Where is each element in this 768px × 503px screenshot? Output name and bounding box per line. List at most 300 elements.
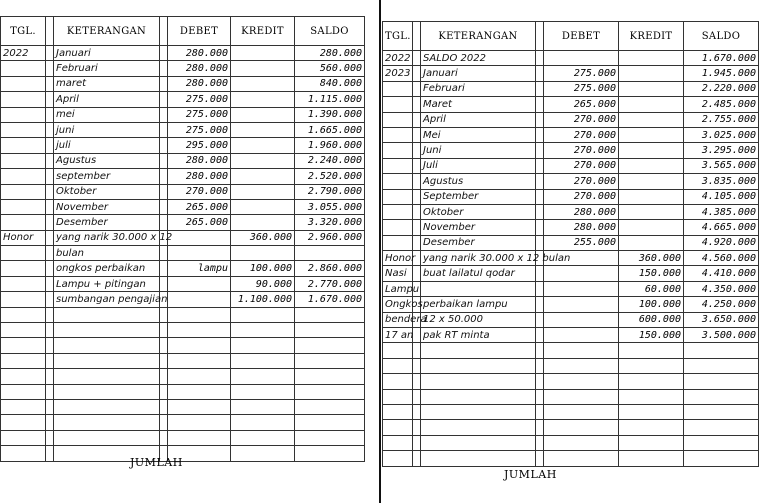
ledger-row	[1, 246, 365, 261]
cell-saldo: 1.670.000	[684, 51, 759, 66]
ledger-row	[1, 384, 365, 399]
cell-kredit: 360.000	[231, 230, 295, 245]
cell-spacer	[413, 204, 421, 219]
cell-keterangan: 12 x 50.000	[421, 312, 536, 327]
cell-kredit: 1.100.000	[231, 292, 295, 307]
cell-tgl	[383, 189, 413, 204]
cell-debet	[544, 312, 619, 327]
cell-debet: 255.000	[544, 235, 619, 250]
cell-debet	[168, 338, 231, 353]
cell-debet: 270.000	[544, 112, 619, 127]
cell-debet	[168, 276, 231, 291]
cell-tgl	[383, 374, 413, 389]
cell-kredit	[231, 399, 295, 414]
cell-spacer	[536, 358, 544, 373]
cell-keterangan: juni	[54, 122, 160, 137]
ledger-row	[1, 76, 365, 91]
cell-keterangan: Oktober	[421, 204, 536, 219]
cell-debet: 280.000	[544, 204, 619, 219]
cell-debet: 270.000	[544, 189, 619, 204]
cell-saldo	[684, 343, 759, 358]
ledger-row	[383, 389, 759, 404]
cell-tgl	[1, 446, 46, 461]
cell-debet	[168, 230, 231, 245]
cell-kredit	[619, 97, 684, 112]
cell-saldo	[295, 446, 365, 461]
cell-tgl	[1, 169, 46, 184]
cell-kredit	[231, 169, 295, 184]
cell-spacer	[536, 281, 544, 296]
cell-tgl: Honor	[1, 230, 46, 245]
cell-keterangan	[421, 404, 536, 419]
cell-spacer	[536, 174, 544, 189]
cell-tgl: Nasi	[383, 266, 413, 281]
cell-saldo: 280.000	[295, 46, 365, 61]
cell-spacer	[413, 143, 421, 158]
cell-saldo	[295, 323, 365, 338]
cell-tgl	[383, 158, 413, 173]
ledger-row	[383, 235, 759, 250]
ledger-row	[1, 46, 365, 61]
ledger-row	[1, 276, 365, 291]
cell-debet: 270.000	[544, 174, 619, 189]
cell-debet	[168, 384, 231, 399]
cell-keterangan	[54, 307, 160, 322]
cell-tgl	[1, 138, 46, 153]
cell-keterangan: Januari	[54, 46, 160, 61]
cell-kredit	[619, 374, 684, 389]
cell-debet	[544, 374, 619, 389]
cell-kredit	[619, 235, 684, 250]
cell-kredit	[231, 369, 295, 384]
cell-tgl: Honor	[383, 251, 413, 266]
cell-saldo: 2.240.000	[295, 153, 365, 168]
cell-spacer	[413, 66, 421, 81]
cell-spacer	[413, 112, 421, 127]
cell-saldo: 4.665.000	[684, 220, 759, 235]
cell-debet	[544, 358, 619, 373]
cell-kredit	[231, 384, 295, 399]
ledger-row	[1, 338, 365, 353]
cell-tgl: Ongkos	[383, 297, 413, 312]
ledger-row	[383, 97, 759, 112]
cell-spacer	[413, 189, 421, 204]
cell-tgl	[1, 246, 46, 261]
cell-debet	[168, 246, 231, 261]
cell-saldo: 3.295.000	[684, 143, 759, 158]
cell-saldo: 3.650.000	[684, 312, 759, 327]
ledger-row	[383, 358, 759, 373]
cell-keterangan: maret	[54, 76, 160, 91]
cell-keterangan: Februari	[54, 61, 160, 76]
cell-spacer	[413, 235, 421, 250]
cell-keterangan: ongkos perbaikan	[54, 261, 160, 276]
cell-saldo	[295, 430, 365, 445]
cell-tgl	[1, 215, 46, 230]
cell-keterangan: Oktober	[54, 184, 160, 199]
cell-kredit	[231, 215, 295, 230]
cell-spacer	[46, 61, 54, 76]
cell-saldo: 4.350.000	[684, 281, 759, 296]
cell-debet: 280.000	[544, 220, 619, 235]
cell-spacer	[46, 276, 54, 291]
ledger-row	[1, 230, 365, 245]
ledger-row	[383, 420, 759, 435]
ledger-row	[383, 312, 759, 327]
cell-keterangan	[421, 389, 536, 404]
cell-spacer	[160, 323, 168, 338]
cell-spacer	[536, 97, 544, 112]
cell-tgl: 2022	[1, 46, 46, 61]
header-saldo: SALDO	[295, 17, 365, 46]
cell-saldo: 1.390.000	[295, 107, 365, 122]
cell-saldo	[684, 451, 759, 466]
cell-tgl	[1, 122, 46, 137]
cell-keterangan: September	[421, 189, 536, 204]
cell-keterangan: sumbangan pengajian	[54, 292, 160, 307]
cell-debet: 280.000	[168, 169, 231, 184]
cell-tgl	[1, 323, 46, 338]
cell-spacer	[536, 266, 544, 281]
cell-kredit	[619, 420, 684, 435]
ledger-row	[1, 215, 365, 230]
cell-kredit: 100.000	[619, 297, 684, 312]
ledger-row	[1, 399, 365, 414]
cell-kredit	[231, 415, 295, 430]
cell-spacer	[46, 246, 54, 261]
cell-spacer	[160, 153, 168, 168]
cell-tgl	[383, 389, 413, 404]
ledger-page-left	[0, 0, 378, 503]
cell-spacer	[536, 189, 544, 204]
cell-keterangan: Juli	[421, 158, 536, 173]
cell-saldo: 3.025.000	[684, 127, 759, 142]
ledger-row	[383, 189, 759, 204]
ledger-row	[1, 153, 365, 168]
cell-kredit: 360.000	[619, 251, 684, 266]
cell-keterangan: Februari	[421, 81, 536, 96]
cell-keterangan	[421, 343, 536, 358]
cell-tgl	[1, 384, 46, 399]
cell-debet	[544, 404, 619, 419]
cell-spacer	[160, 430, 168, 445]
cell-keterangan: Lampu + pitingan	[54, 276, 160, 291]
cell-kredit	[619, 112, 684, 127]
ledger-row	[383, 404, 759, 419]
cell-kredit	[619, 158, 684, 173]
cell-tgl	[1, 76, 46, 91]
ledger-row	[1, 353, 365, 368]
cell-tgl: 2023	[383, 66, 413, 81]
cell-saldo	[295, 369, 365, 384]
ledger-body-right	[383, 51, 759, 467]
cell-debet	[168, 323, 231, 338]
cell-tgl	[1, 415, 46, 430]
header-spacer	[536, 22, 544, 51]
cell-spacer	[46, 261, 54, 276]
cell-saldo: 3.500.000	[684, 328, 759, 343]
ledger-row	[383, 127, 759, 142]
cell-keterangan: November	[421, 220, 536, 235]
cell-spacer	[413, 127, 421, 142]
cell-spacer	[413, 328, 421, 343]
cell-tgl	[1, 430, 46, 445]
cell-saldo: 2.520.000	[295, 169, 365, 184]
cell-saldo: 2.220.000	[684, 81, 759, 96]
cell-kredit: 150.000	[619, 266, 684, 281]
cell-spacer	[536, 51, 544, 66]
cell-keterangan: Desember	[421, 235, 536, 250]
cell-spacer	[413, 51, 421, 66]
header-debet: DEBET	[544, 22, 619, 51]
ledger-row	[1, 307, 365, 322]
cell-tgl	[383, 97, 413, 112]
cell-debet	[544, 297, 619, 312]
cell-spacer	[160, 199, 168, 214]
cell-tgl	[383, 81, 413, 96]
ledger-row	[1, 415, 365, 430]
cell-debet	[168, 415, 231, 430]
cell-spacer	[46, 107, 54, 122]
cell-spacer	[46, 369, 54, 384]
header-row	[383, 22, 759, 51]
cell-debet	[168, 292, 231, 307]
cell-kredit	[619, 451, 684, 466]
cell-keterangan: April	[54, 92, 160, 107]
cell-keterangan	[421, 435, 536, 450]
cell-kredit: 100.000	[231, 261, 295, 276]
cell-saldo	[295, 338, 365, 353]
cell-spacer	[536, 81, 544, 96]
cell-saldo: 2.860.000	[295, 261, 365, 276]
cell-kredit	[231, 61, 295, 76]
cell-spacer	[536, 297, 544, 312]
ledger-body-left	[1, 46, 365, 462]
cell-spacer	[46, 153, 54, 168]
cell-saldo	[684, 389, 759, 404]
cell-debet: 270.000	[168, 184, 231, 199]
cell-saldo	[684, 374, 759, 389]
cell-tgl	[383, 235, 413, 250]
cell-saldo: 1.115.000	[295, 92, 365, 107]
cell-keterangan: perbaikan lampu	[421, 297, 536, 312]
cell-spacer	[536, 374, 544, 389]
cell-saldo: 1.665.000	[295, 122, 365, 137]
cell-spacer	[536, 235, 544, 250]
header-keterangan: KETERANGAN	[421, 22, 536, 51]
cell-debet	[544, 281, 619, 296]
cell-keterangan: Agustus	[54, 153, 160, 168]
cell-kredit	[619, 189, 684, 204]
ledger-row	[1, 61, 365, 76]
cell-tgl	[1, 153, 46, 168]
cell-debet	[168, 307, 231, 322]
cell-saldo: 3.320.000	[295, 215, 365, 230]
cell-spacer	[160, 307, 168, 322]
ledger-row	[1, 292, 365, 307]
cell-debet	[544, 389, 619, 404]
cell-spacer	[46, 230, 54, 245]
ledger-row	[383, 451, 759, 466]
cell-saldo: 840.000	[295, 76, 365, 91]
cell-kredit	[619, 358, 684, 373]
cell-kredit	[619, 343, 684, 358]
book-spine	[379, 0, 381, 503]
cell-debet	[544, 51, 619, 66]
cell-spacer	[536, 420, 544, 435]
cell-spacer	[413, 158, 421, 173]
cell-spacer	[46, 122, 54, 137]
cell-tgl: bendera	[383, 312, 413, 327]
cell-tgl: 17 an	[383, 328, 413, 343]
cell-saldo	[295, 399, 365, 414]
cell-tgl	[383, 174, 413, 189]
cell-spacer	[413, 174, 421, 189]
cell-keterangan: september	[54, 169, 160, 184]
cell-tgl	[1, 292, 46, 307]
cell-spacer	[536, 158, 544, 173]
header-spacer	[413, 22, 421, 51]
cell-saldo: 3.565.000	[684, 158, 759, 173]
cell-debet: 280.000	[168, 46, 231, 61]
ledger-row	[383, 51, 759, 66]
cell-kredit	[231, 46, 295, 61]
header-row	[1, 17, 365, 46]
cell-debet: 265.000	[544, 97, 619, 112]
cell-tgl	[383, 358, 413, 373]
header-debet: DEBET	[168, 17, 231, 46]
cell-saldo: 4.920.000	[684, 235, 759, 250]
ledger-row	[383, 204, 759, 219]
cell-spacer	[160, 384, 168, 399]
cell-kredit	[231, 122, 295, 137]
header-kredit: KREDIT	[619, 22, 684, 51]
cell-tgl: Lampu	[383, 281, 413, 296]
cell-debet: 275.000	[168, 92, 231, 107]
cell-spacer	[160, 246, 168, 261]
cell-spacer	[536, 389, 544, 404]
cell-saldo: 3.055.000	[295, 199, 365, 214]
cell-debet: lampu	[168, 261, 231, 276]
cell-saldo	[295, 307, 365, 322]
cell-kredit	[231, 338, 295, 353]
cell-spacer	[46, 76, 54, 91]
cell-spacer	[160, 215, 168, 230]
cell-debet	[168, 399, 231, 414]
cell-kredit	[619, 174, 684, 189]
cell-kredit: 90.000	[231, 276, 295, 291]
cell-spacer	[413, 389, 421, 404]
cell-tgl	[383, 112, 413, 127]
ledger-row	[1, 107, 365, 122]
cell-keterangan	[421, 358, 536, 373]
cell-kredit	[619, 81, 684, 96]
cell-kredit	[619, 127, 684, 142]
cell-keterangan: mei	[54, 107, 160, 122]
ledger-row	[1, 369, 365, 384]
cell-tgl	[383, 143, 413, 158]
cell-tgl	[383, 451, 413, 466]
cell-keterangan: Desember	[54, 215, 160, 230]
cell-kredit: 600.000	[619, 312, 684, 327]
cell-saldo: 1.670.000	[295, 292, 365, 307]
cell-keterangan	[421, 374, 536, 389]
cell-keterangan	[421, 451, 536, 466]
cell-saldo: 4.250.000	[684, 297, 759, 312]
cell-kredit	[231, 353, 295, 368]
cell-debet	[544, 343, 619, 358]
cell-tgl	[1, 199, 46, 214]
cell-spacer	[46, 138, 54, 153]
cell-spacer	[536, 112, 544, 127]
cell-keterangan: yang narik 30.000 x 12 bulan	[421, 251, 536, 266]
cell-spacer	[413, 220, 421, 235]
cell-debet	[544, 266, 619, 281]
ledger-row	[1, 92, 365, 107]
cell-kredit	[231, 76, 295, 91]
cell-spacer	[160, 276, 168, 291]
cell-spacer	[160, 415, 168, 430]
cell-keterangan: bulan	[54, 246, 160, 261]
cell-saldo: 4.105.000	[684, 189, 759, 204]
ledger-row	[383, 435, 759, 450]
cell-kredit	[231, 138, 295, 153]
ledger-row	[1, 261, 365, 276]
cell-debet: 275.000	[168, 122, 231, 137]
cell-spacer	[536, 404, 544, 419]
cell-spacer	[413, 420, 421, 435]
ledger-row	[1, 199, 365, 214]
cell-kredit	[231, 92, 295, 107]
cell-spacer	[160, 76, 168, 91]
cell-debet: 275.000	[544, 66, 619, 81]
ledger-table-right	[382, 21, 759, 467]
cell-kredit	[231, 184, 295, 199]
cell-spacer	[413, 451, 421, 466]
ledger-row	[383, 112, 759, 127]
cell-keterangan: buat lailatul qodar	[421, 266, 536, 281]
cell-debet: 265.000	[168, 199, 231, 214]
cell-debet: 280.000	[168, 76, 231, 91]
header-kredit: KREDIT	[231, 17, 295, 46]
cell-keterangan: yang narik 30.000 x 12	[54, 230, 160, 245]
cell-tgl	[383, 420, 413, 435]
ledger-table-left	[0, 16, 365, 462]
cell-kredit	[619, 389, 684, 404]
cell-tgl	[383, 343, 413, 358]
cell-kredit	[231, 107, 295, 122]
cell-spacer	[536, 143, 544, 158]
cell-tgl	[1, 107, 46, 122]
cell-spacer	[46, 199, 54, 214]
cell-debet: 295.000	[168, 138, 231, 153]
cell-spacer	[160, 92, 168, 107]
cell-spacer	[46, 384, 54, 399]
cell-debet: 275.000	[544, 81, 619, 96]
cell-debet	[168, 369, 231, 384]
cell-debet	[168, 353, 231, 368]
cell-saldo	[684, 435, 759, 450]
cell-saldo	[684, 420, 759, 435]
cell-keterangan: Maret	[421, 97, 536, 112]
ledger-row	[1, 323, 365, 338]
cell-kredit	[231, 446, 295, 461]
ledger-row	[383, 81, 759, 96]
cell-spacer	[536, 435, 544, 450]
cell-tgl	[383, 204, 413, 219]
cell-tgl	[1, 61, 46, 76]
cell-spacer	[46, 415, 54, 430]
